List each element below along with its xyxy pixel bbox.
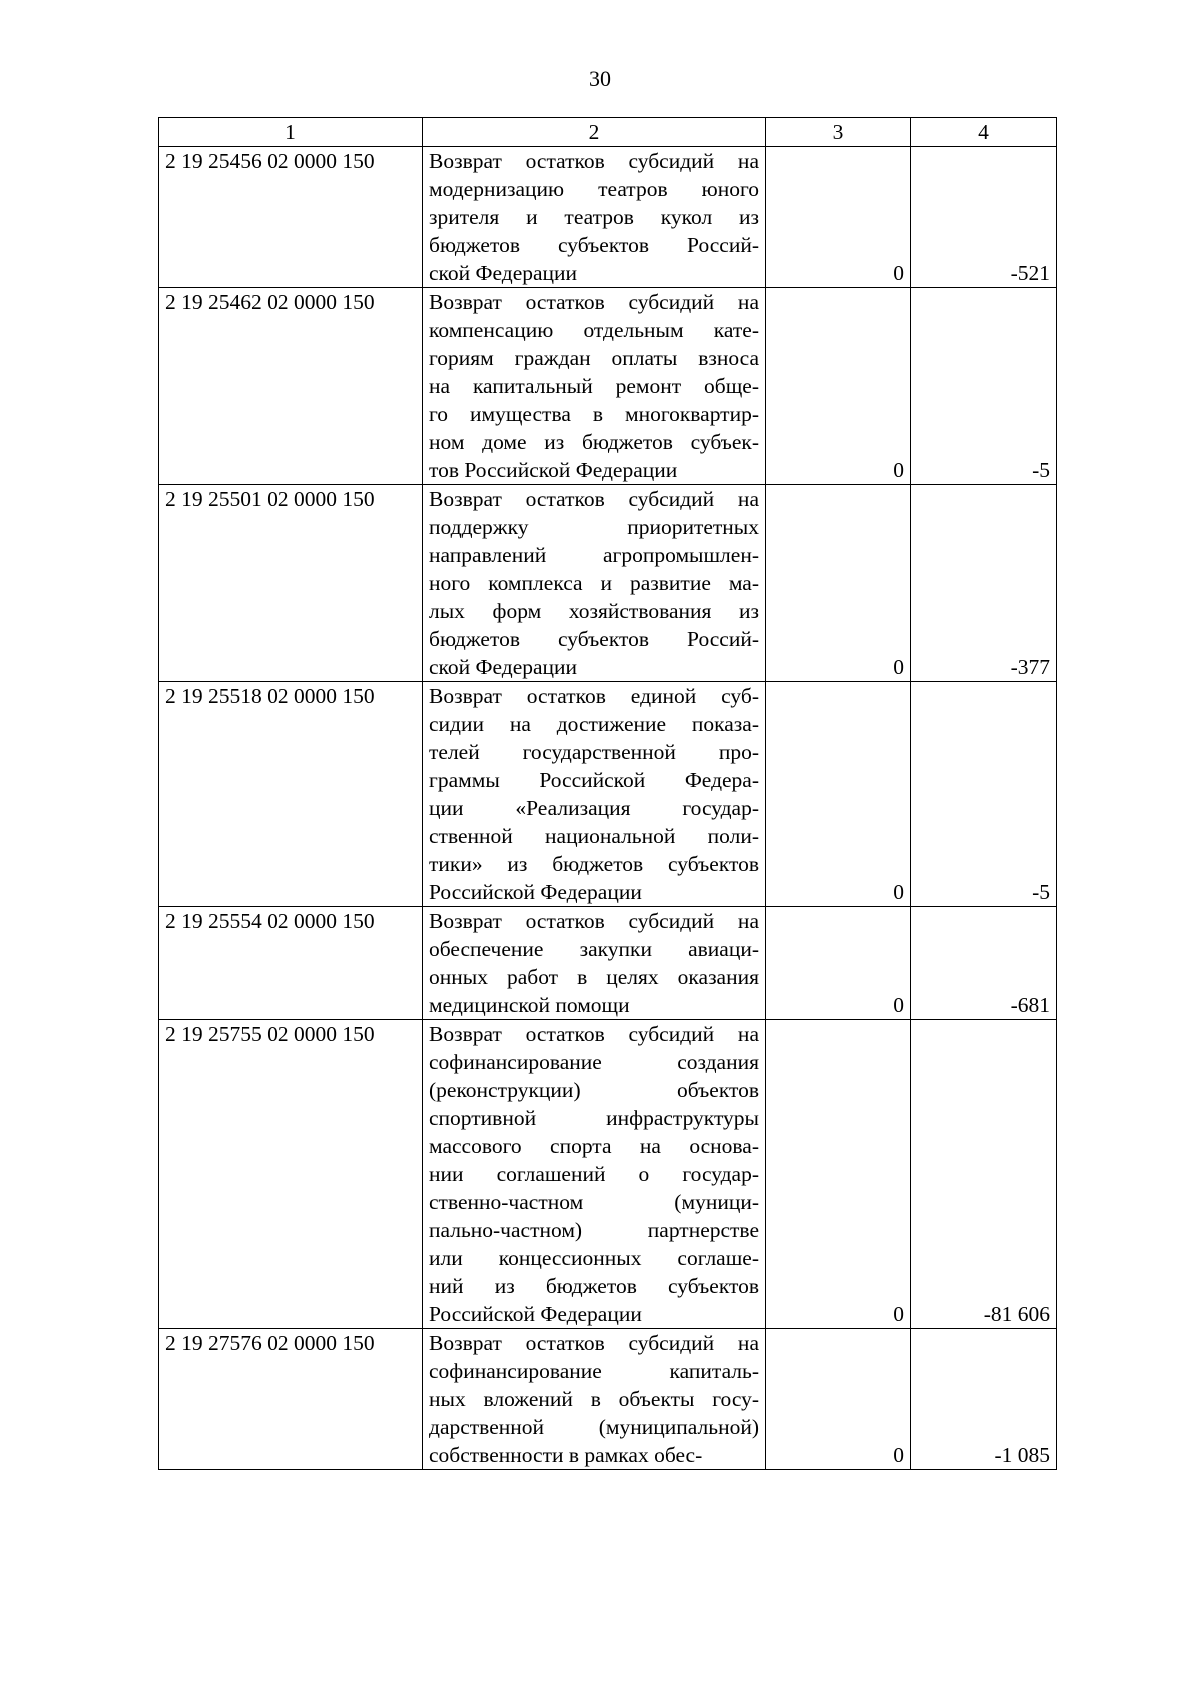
description-line: компенсацию отдельным кате-: [429, 318, 759, 342]
column-4-value: -5: [911, 682, 1057, 907]
table-row: [159, 682, 1057, 907]
budget-code-cell: 2 19 25518 02 0000 150: [159, 682, 423, 907]
description-line: или концессионных соглаше-: [429, 1246, 759, 1270]
description-line: тов Российской Федерации: [429, 458, 678, 482]
description-line: модернизацию театров юного: [429, 177, 759, 201]
description-line: ской Федерации: [429, 261, 578, 285]
table-row: [159, 1329, 1057, 1470]
description-line: дарственной (муниципальной): [429, 1415, 759, 1439]
description-cell: [423, 288, 766, 485]
column-3-value: 0: [766, 288, 911, 485]
description-line: ственной национальной поли-: [429, 824, 759, 848]
description-line: тики» из бюджетов субъектов: [429, 852, 759, 876]
header-cell-3: 3: [766, 118, 911, 147]
description-line: Российской Федерации: [429, 880, 642, 904]
budget-code-cell: 2 19 25462 02 0000 150: [159, 288, 423, 485]
column-3-value: 0: [766, 1329, 911, 1470]
description-line: Возврат остатков субсидий на: [429, 909, 759, 933]
description-line: Возврат остатков субсидий на: [429, 290, 759, 314]
description-line: зрителя и театров кукол из: [429, 205, 759, 229]
table-row: [159, 907, 1057, 1020]
column-3-value: 0: [766, 682, 911, 907]
description-line: медицинской помощи: [429, 993, 630, 1017]
header-cell-1: 1: [159, 118, 423, 147]
description-line: софинансирование капиталь-: [429, 1359, 759, 1383]
table-row: [159, 1020, 1057, 1329]
description-line: ской Федерации: [429, 655, 578, 679]
description-line: нии соглашений о государ-: [429, 1162, 759, 1186]
description-line: ного комплекса и развитие ма-: [429, 571, 759, 595]
description-line: Возврат остатков субсидий на: [429, 1331, 759, 1355]
table-row: [159, 147, 1057, 288]
description-line: бюджетов субъектов Россий-: [429, 627, 759, 651]
description-line: ции «Реализация государ-: [429, 796, 759, 820]
description-line: Возврат остатков единой суб-: [429, 684, 759, 708]
column-3-value: 0: [766, 1020, 911, 1329]
column-4-value: -5: [911, 288, 1057, 485]
column-4-value: -81 606: [911, 1020, 1057, 1329]
description-line: граммы Российской Федера-: [429, 768, 759, 792]
column-4-value: -1 085: [911, 1329, 1057, 1470]
description-line: собственности в рамках обес-: [429, 1443, 703, 1467]
description-line: массового спорта на основа-: [429, 1134, 759, 1158]
column-4-value: -681: [911, 907, 1057, 1020]
budget-code-cell: 2 19 25755 02 0000 150: [159, 1020, 423, 1329]
budget-code-cell: 2 19 25554 02 0000 150: [159, 907, 423, 1020]
budget-code-cell: 2 19 25456 02 0000 150: [159, 147, 423, 288]
description-line: лых форм хозяйствования из: [429, 599, 759, 623]
description-line: ственно-частном (муници-: [429, 1190, 759, 1214]
budget-code-cell: 2 19 25501 02 0000 150: [159, 485, 423, 682]
description-line: сидии на достижение показа-: [429, 712, 759, 736]
table-row: [159, 485, 1057, 682]
column-4-value: -377: [911, 485, 1057, 682]
description-line: бюджетов субъектов Россий-: [429, 233, 759, 257]
table-header-row: [159, 118, 1057, 147]
description-line: (реконструкции) объектов: [429, 1078, 759, 1102]
budget-code-cell: 2 19 27576 02 0000 150: [159, 1329, 423, 1470]
description-line: Возврат остатков субсидий на: [429, 1022, 759, 1046]
column-3-value: 0: [766, 147, 911, 288]
header-cell-2: 2: [423, 118, 766, 147]
description-line: спортивной инфраструктуры: [429, 1106, 759, 1130]
column-3-value: 0: [766, 485, 911, 682]
description-line: Возврат остатков субсидий на: [429, 487, 759, 511]
description-cell: [423, 1020, 766, 1329]
description-line: Возврат остатков субсидий на: [429, 149, 759, 173]
budget-table: [158, 117, 1057, 1470]
description-line: поддержку приоритетных: [429, 515, 759, 539]
description-cell: [423, 682, 766, 907]
description-line: направлений агропромышлен-: [429, 543, 759, 567]
description-line: Российской Федерации: [429, 1302, 642, 1326]
description-line: софинансирование создания: [429, 1050, 759, 1074]
description-line: гориям граждан оплаты взноса: [429, 346, 759, 370]
column-3-value: 0: [766, 907, 911, 1020]
description-line: онных работ в целях оказания: [429, 965, 759, 989]
description-line: пально-частном) партнерстве: [429, 1218, 759, 1242]
description-cell: [423, 147, 766, 288]
column-4-value: -521: [911, 147, 1057, 288]
description-cell: [423, 1329, 766, 1470]
header-cell-4: 4: [911, 118, 1057, 147]
description-line: ний из бюджетов субъектов: [429, 1274, 759, 1298]
table-row: [159, 288, 1057, 485]
description-line: обеспечение закупки авиаци-: [429, 937, 759, 961]
description-cell: [423, 907, 766, 1020]
description-line: го имущества в многоквартир-: [429, 402, 759, 426]
description-line: ном доме из бюджетов субъек-: [429, 430, 759, 454]
description-line: ных вложений в объекты госу-: [429, 1387, 759, 1411]
description-line: телей государственной про-: [429, 740, 759, 764]
page-number: 30: [589, 66, 611, 91]
description-line: на капитальный ремонт обще-: [429, 374, 759, 398]
description-cell: [423, 485, 766, 682]
